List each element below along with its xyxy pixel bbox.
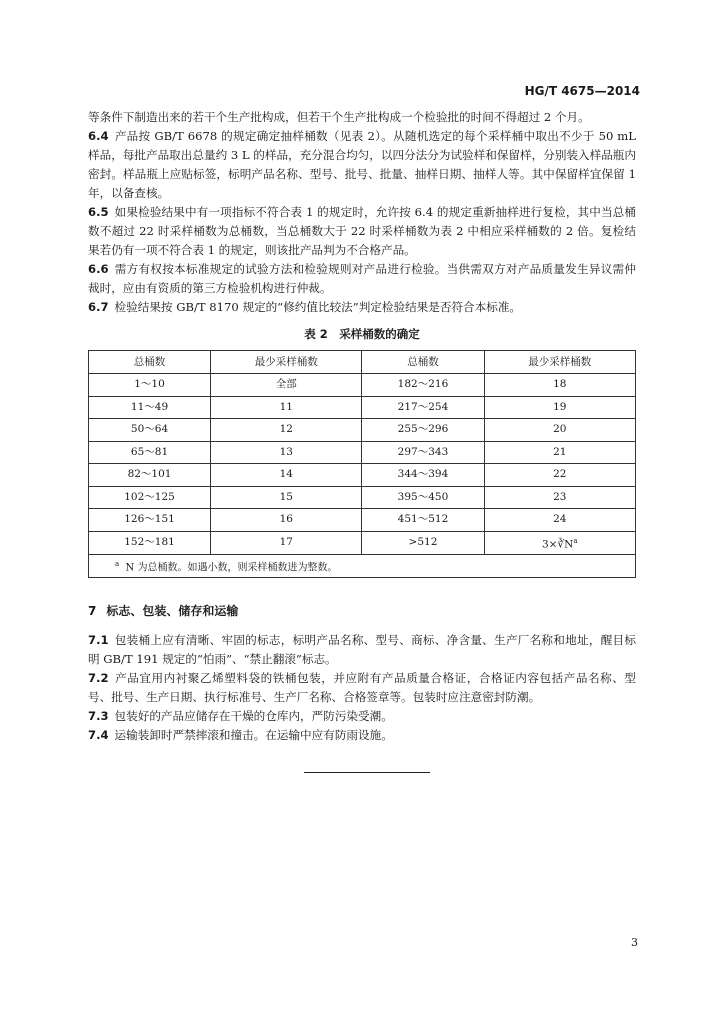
table-cell: 12	[211, 419, 362, 442]
table-row	[89, 419, 636, 442]
footnote-mark: a	[573, 536, 578, 545]
clause-number: 6.7	[88, 300, 109, 314]
table-cell: 344～394	[362, 464, 484, 487]
clause-number: 7.2	[88, 671, 109, 686]
table-cell: 182～216	[362, 374, 484, 397]
table-cell: 1～10	[89, 374, 211, 397]
table-cell: 217～254	[362, 396, 484, 419]
section-title-text: 标志、包装、储存和运输	[106, 604, 239, 619]
table-cell: 18	[484, 374, 636, 397]
table-cell: 23	[484, 486, 636, 509]
clause-text: 产品按 GB/T 6678 的规定确定抽样桶数（见表 2）。从随机选定的每个采样桶中取出不少于 50 mL样品，每批产品取出总量约 3 L 的样品，充分混合均匀，以四分法分为试验样和保留样，分别装入样品瓶内密封。样品瓶上应贴标签，标明产品名称、型号、批号、批量、抽样日期、抽样人等。其中保留样宜保留 1 年，以备查核。	[88, 129, 636, 200]
clause-text: 产品宜用内衬聚乙烯塑料袋的铁桶包装，并应附有产品质量合格证，合格证内容包括产品名称、型号、批号、生产日期、执行标准号、生产厂名称、合格签章等。包装时应注意密封防潮。	[88, 671, 636, 705]
table-header-row	[89, 351, 636, 374]
table-cell: 14	[211, 464, 362, 487]
clause-text: 需方有权按本标准规定的试验方法和检验规则对产品进行检验。当供需双方对产品质量发生异议需仲裁时，应由有资质的第三方检验机构进行仲裁。	[88, 262, 636, 295]
table-cell: 13	[211, 441, 362, 464]
table-note	[89, 555, 636, 578]
page-number: 3	[631, 936, 638, 949]
table-cell: 21	[484, 441, 636, 464]
clause-7-2	[88, 669, 636, 707]
table-cell: 126～151	[89, 509, 211, 532]
table-cell: >512	[362, 531, 484, 555]
page-content	[88, 108, 636, 745]
clause-6-4	[88, 127, 636, 203]
table-caption: 表 2 采样桶数的确定	[304, 327, 420, 341]
header-cell: 总桶数	[362, 351, 484, 374]
section-number: 7	[88, 604, 97, 619]
table-row	[89, 509, 636, 532]
table-cell: 152～181	[89, 531, 211, 555]
table-cell: 11～49	[89, 396, 211, 419]
paragraph-continuation	[88, 108, 636, 127]
formula-text: 3×∛N	[541, 538, 574, 550]
clause-text: 包装好的产品应储存在干燥的仓库内，严防污染受潮。	[114, 709, 393, 724]
table-cell: 451～512	[362, 509, 484, 532]
table-cell: 17	[211, 531, 362, 555]
table-row	[89, 374, 636, 397]
table-cell: 16	[211, 509, 362, 532]
clause-6-6	[88, 260, 636, 298]
table-row	[89, 486, 636, 509]
table-cell: 102～125	[89, 486, 211, 509]
table-cell: 82～101	[89, 464, 211, 487]
table-cell: 395～450	[362, 486, 484, 509]
clause-text: 包装桶上应有清晰、牢固的标志，标明产品名称、型号、商标、净含量、生产厂名称和地址，醒目标明 GB/T 191 规定的“怕雨”、“禁止翻滚”标志。	[88, 633, 636, 667]
header-cell: 最少采样桶数	[484, 351, 636, 374]
section-7-title	[88, 602, 636, 621]
header-cell: 总桶数	[89, 351, 211, 374]
clause-number: 6.6	[88, 262, 109, 276]
paragraph-text: 等条件下制造出来的若干个生产批构成，但若干个生产批构成一个检验批的时间不得超过 2 个月。	[88, 110, 590, 124]
clause-number: 6.4	[88, 129, 109, 143]
table-cell-formula	[484, 531, 636, 555]
table-cell: 22	[484, 464, 636, 487]
clause-text: 运输装卸时严禁摔滚和撞击。在运输中应有防雨设施。	[114, 728, 393, 743]
table-cell: 20	[484, 419, 636, 442]
clause-number: 7.3	[88, 709, 109, 724]
clause-7-3	[88, 707, 636, 726]
table-cell: 全部	[211, 374, 362, 397]
table-cell: 24	[484, 509, 636, 532]
table-cell: 50～64	[89, 419, 211, 442]
table-cell: 65～81	[89, 441, 211, 464]
header-cell: 最少采样桶数	[211, 351, 362, 374]
table-cell: 297～343	[362, 441, 484, 464]
table-row	[89, 396, 636, 419]
footnote-mark: a	[115, 560, 120, 568]
sampling-table	[88, 350, 636, 578]
table-note-row	[89, 555, 636, 578]
clause-6-7	[88, 298, 636, 317]
clause-number: 6.5	[88, 205, 109, 219]
clause-text: 检验结果按 GB/T 8170 规定的“修约值比较法”判定检验结果是否符合本标准。	[114, 300, 522, 314]
clause-7-1	[88, 631, 636, 669]
table-row	[89, 464, 636, 487]
standard-code: HG/T 4675—2014	[524, 84, 640, 98]
table-cell: 19	[484, 396, 636, 419]
end-of-document-line	[304, 772, 430, 773]
clause-text: 如果检验结果中有一项指标不符合表 1 的规定时，允许按 6.4 的规定重新抽样进行复检，其中当总桶数不超过 22 时采样桶数为总桶数，当总桶数大于 22 时采样桶数为表 2 中相应采样桶数的 2 倍。复检结果若仍有一项不符合表 1 的规定，则该批产品判为不合格产品。	[88, 205, 636, 257]
table-cell: 11	[211, 396, 362, 419]
clause-7-4	[88, 726, 636, 745]
note-text: N 为总桶数。如遇小数，则采样桶数进为整数。	[125, 562, 338, 574]
table-cell: 15	[211, 486, 362, 509]
table-row	[89, 441, 636, 464]
clause-number: 7.4	[88, 728, 109, 743]
table-row	[89, 531, 636, 555]
clause-6-5	[88, 203, 636, 260]
table-cell: 255～296	[362, 419, 484, 442]
clause-number: 7.1	[88, 633, 109, 648]
